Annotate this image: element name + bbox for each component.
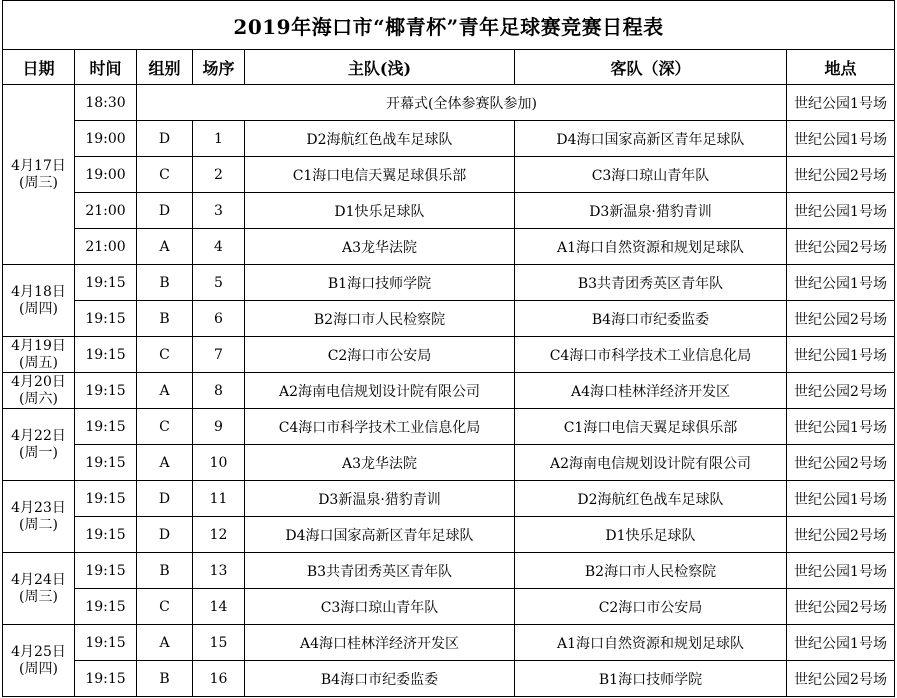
venue-cell: 世纪公园2号场 (787, 301, 895, 337)
seq-cell: 9 (193, 409, 245, 445)
time-cell: 21:00 (75, 229, 137, 265)
column-header-time: 时间 (75, 50, 137, 85)
table-row (3, 85, 895, 121)
away-team-cell: D1快乐足球队 (515, 517, 787, 553)
page-title: 2019年海口市“椰青杯”青年足球赛竞赛日程表 (3, 1, 895, 50)
date-cell (3, 553, 75, 625)
group-cell: A (137, 229, 193, 265)
header-row (3, 50, 895, 85)
home-team-cell: A2海南电信规划设计院有限公司 (245, 373, 515, 409)
table-row (3, 409, 895, 445)
away-team-cell: A4海口桂林洋经济开发区 (515, 373, 787, 409)
time-cell: 19:00 (75, 157, 137, 193)
away-team-cell: A2海南电信规划设计院有限公司 (515, 445, 787, 481)
seq-cell: 15 (193, 625, 245, 661)
time-cell: 19:15 (75, 373, 137, 409)
date-cell (3, 481, 75, 553)
venue-cell: 世纪公园1号场 (787, 85, 895, 121)
weekday-label: (周三) (19, 174, 58, 191)
venue-cell: 世纪公园1号场 (787, 481, 895, 517)
home-team-cell: C2海口市公安局 (245, 337, 515, 373)
table-row (3, 301, 895, 337)
table-row (3, 265, 895, 301)
date-cell (3, 625, 75, 697)
time-cell: 18:30 (75, 85, 137, 121)
weekday-label: (周四) (19, 300, 58, 317)
away-team-cell: A1海口自然资源和规划足球队 (515, 229, 787, 265)
date-cell (3, 337, 75, 373)
group-cell: A (137, 625, 193, 661)
venue-cell: 世纪公园2号场 (787, 517, 895, 553)
weekday-label: (周三) (19, 588, 58, 605)
time-cell: 19:15 (75, 337, 137, 373)
venue-cell: 世纪公园2号场 (787, 157, 895, 193)
group-cell: C (137, 409, 193, 445)
date-label: 4月20日 (11, 373, 66, 390)
table-row (3, 157, 895, 193)
group-cell: C (137, 589, 193, 625)
date-label: 4月25日 (11, 643, 66, 660)
group-cell: D (137, 517, 193, 553)
home-team-cell: A3龙华法院 (245, 445, 515, 481)
table-row (3, 589, 895, 625)
venue-cell: 世纪公园1号场 (787, 193, 895, 229)
column-header-group: 组别 (137, 50, 193, 85)
away-team-cell: B1海口技师学院 (515, 661, 787, 697)
time-cell: 19:15 (75, 265, 137, 301)
group-cell: D (137, 121, 193, 157)
home-team-cell: D3新温泉·猎豹青训 (245, 481, 515, 517)
venue-cell: 世纪公园1号场 (787, 409, 895, 445)
group-cell: C (137, 157, 193, 193)
column-header-away: 客队（深） (515, 50, 787, 85)
table-row (3, 373, 895, 409)
seq-cell: 2 (193, 157, 245, 193)
away-team-cell: D2海航红色战车足球队 (515, 481, 787, 517)
date-cell (3, 373, 75, 409)
time-cell: 19:15 (75, 589, 137, 625)
group-cell: B (137, 553, 193, 589)
date-cell (3, 85, 75, 265)
time-cell: 19:00 (75, 121, 137, 157)
venue-cell: 世纪公园2号场 (787, 589, 895, 625)
home-team-cell: D1快乐足球队 (245, 193, 515, 229)
time-cell: 21:00 (75, 193, 137, 229)
weekday-label: (周四) (19, 660, 58, 677)
home-team-cell: C4海口市科学技术工业信息化局 (245, 409, 515, 445)
venue-cell: 世纪公园2号场 (787, 229, 895, 265)
table-row (3, 229, 895, 265)
ceremony-cell: 开幕式(全体参赛队参加) (137, 85, 787, 121)
seq-cell: 13 (193, 553, 245, 589)
table-row (3, 193, 895, 229)
home-team-cell: B4海口市纪委监委 (245, 661, 515, 697)
seq-cell: 12 (193, 517, 245, 553)
weekday-label: (周二) (19, 516, 58, 533)
seq-cell: 16 (193, 661, 245, 697)
date-label: 4月18日 (11, 283, 66, 300)
home-team-cell: D2海航红色战车足球队 (245, 121, 515, 157)
weekday-label: (周六) (19, 390, 58, 407)
date-label: 4月22日 (11, 427, 66, 444)
seq-cell: 4 (193, 229, 245, 265)
home-team-cell: C3海口琼山青年队 (245, 589, 515, 625)
date-cell (3, 409, 75, 481)
group-cell: D (137, 193, 193, 229)
table-row (3, 481, 895, 517)
home-team-cell: B1海口技师学院 (245, 265, 515, 301)
home-team-cell: C1海口电信天翼足球俱乐部 (245, 157, 515, 193)
group-cell: A (137, 445, 193, 481)
away-team-cell: C2海口市公安局 (515, 589, 787, 625)
time-cell: 19:15 (75, 301, 137, 337)
schedule-table (2, 0, 895, 697)
away-team-cell: A1海口自然资源和规划足球队 (515, 625, 787, 661)
venue-cell: 世纪公园1号场 (787, 553, 895, 589)
seq-cell: 3 (193, 193, 245, 229)
seq-cell: 10 (193, 445, 245, 481)
venue-cell: 世纪公园2号场 (787, 445, 895, 481)
away-team-cell: B4海口市纪委监委 (515, 301, 787, 337)
away-team-cell: B3共青团秀英区青年队 (515, 265, 787, 301)
table-row (3, 661, 895, 697)
away-team-cell: D4海口国家高新区青年足球队 (515, 121, 787, 157)
table-row (3, 121, 895, 157)
group-cell: B (137, 265, 193, 301)
date-label: 4月17日 (11, 157, 66, 174)
column-header-seq: 场序 (193, 50, 245, 85)
home-team-cell: D4海口国家高新区青年足球队 (245, 517, 515, 553)
venue-cell: 世纪公园1号场 (787, 625, 895, 661)
column-header-venue: 地点 (787, 50, 895, 85)
away-team-cell: D3新温泉·猎豹青训 (515, 193, 787, 229)
seq-cell: 14 (193, 589, 245, 625)
weekday-label: (周一) (19, 444, 58, 461)
time-cell: 19:15 (75, 625, 137, 661)
table-row (3, 517, 895, 553)
seq-cell: 7 (193, 337, 245, 373)
date-label: 4月23日 (11, 499, 66, 516)
time-cell: 19:15 (75, 553, 137, 589)
group-cell: D (137, 481, 193, 517)
date-label: 4月19日 (11, 337, 66, 354)
group-cell: B (137, 301, 193, 337)
time-cell: 19:15 (75, 517, 137, 553)
venue-cell: 世纪公园2号场 (787, 373, 895, 409)
seq-cell: 5 (193, 265, 245, 301)
weekday-label: (周五) (19, 354, 58, 371)
away-team-cell: B2海口市人民检察院 (515, 553, 787, 589)
time-cell: 19:15 (75, 661, 137, 697)
time-cell: 19:15 (75, 445, 137, 481)
home-team-cell: B3共青团秀英区青年队 (245, 553, 515, 589)
seq-cell: 1 (193, 121, 245, 157)
date-cell (3, 265, 75, 337)
time-cell: 19:15 (75, 409, 137, 445)
date-label: 4月24日 (11, 571, 66, 588)
venue-cell: 世纪公园1号场 (787, 121, 895, 157)
time-cell: 19:15 (75, 481, 137, 517)
seq-cell: 6 (193, 301, 245, 337)
group-cell: C (137, 337, 193, 373)
home-team-cell: A4海口桂林洋经济开发区 (245, 625, 515, 661)
table-row (3, 445, 895, 481)
table-row (3, 553, 895, 589)
table-row (3, 337, 895, 373)
venue-cell: 世纪公园1号场 (787, 337, 895, 373)
away-team-cell: C4海口市科学技术工业信息化局 (515, 337, 787, 373)
group-cell: A (137, 373, 193, 409)
away-team-cell: C1海口电信天翼足球俱乐部 (515, 409, 787, 445)
table-row (3, 625, 895, 661)
away-team-cell: C3海口琼山青年队 (515, 157, 787, 193)
home-team-cell: A3龙华法院 (245, 229, 515, 265)
home-team-cell: B2海口市人民检察院 (245, 301, 515, 337)
column-header-date: 日期 (3, 50, 75, 85)
seq-cell: 8 (193, 373, 245, 409)
column-header-home: 主队(浅) (245, 50, 515, 85)
venue-cell: 世纪公园1号场 (787, 265, 895, 301)
seq-cell: 11 (193, 481, 245, 517)
venue-cell: 世纪公园2号场 (787, 661, 895, 697)
group-cell: B (137, 661, 193, 697)
